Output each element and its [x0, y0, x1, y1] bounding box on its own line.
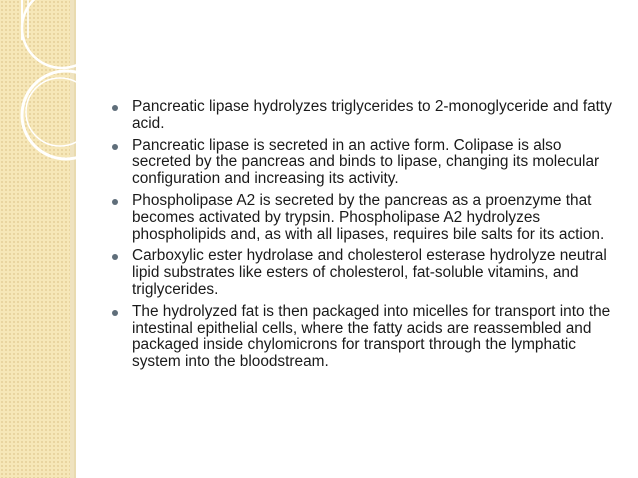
bullet-dot-icon [112, 254, 118, 260]
bullet-text: Pancreatic lipase is secreted in an active form. Colipase is also secreted by the pancreas and binds to lipase, changing its molecular configuration and increasing its activity. [132, 136, 600, 188]
bullet-dot-icon [112, 144, 118, 150]
decorative-ring-inner [26, 78, 94, 146]
list-item [112, 99, 624, 133]
bullet-dot-icon [112, 310, 118, 316]
bullet-text: Phospholipase A2 is secreted by the pancreas as a proenzyme that becomes activated by trypsin. Phospholipase A2 hydrolyzes phospholipids and, as with all lipases, requires bile salts for its action. [132, 191, 605, 243]
list-item [112, 193, 624, 243]
bullet-text: Carboxylic ester hydrolase and cholesterol esterase hydrolyze neutral lipid substrates like esters of cholesterol, fat-soluble vitamins, and triglycerides. [132, 247, 607, 298]
list-item [112, 138, 624, 188]
bullet-dot-icon [112, 105, 118, 111]
bullet-text: Pancreatic lipase hydrolyzes triglycerides to 2-monoglyceride and fatty acid. [132, 98, 612, 132]
list-item [112, 304, 624, 371]
list-item [112, 248, 624, 298]
bullet-text: The hydrolyzed fat is then packaged into micelles for transport into the intestinal epithelial cells, where the fatty acids are reassembled and packaged inside chylomicrons for transport through the lymphatic system into the bloodstream. [132, 302, 611, 371]
decorative-rings [0, 0, 120, 200]
bullet-list [112, 99, 624, 376]
bullet-dot-icon [112, 199, 118, 205]
decorative-ring-top [22, 0, 102, 68]
